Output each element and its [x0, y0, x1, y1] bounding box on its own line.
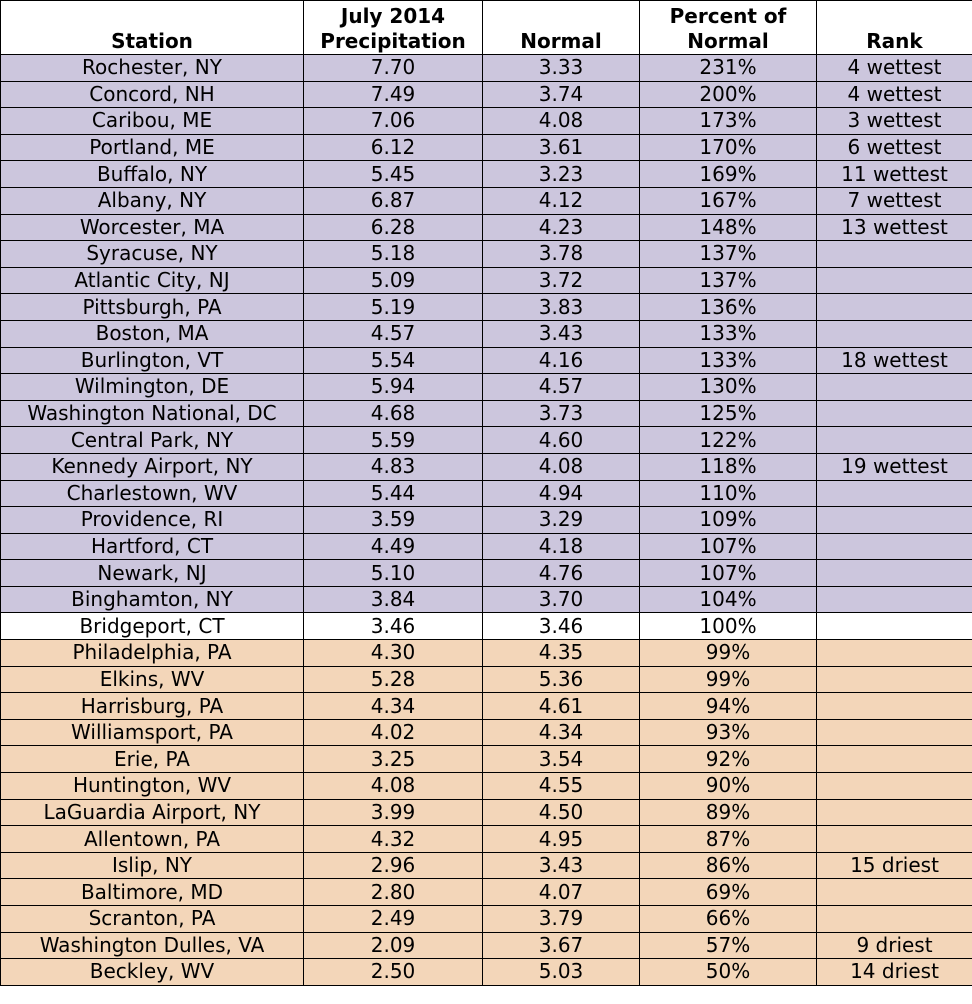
- precipitation-cell: 2.49: [304, 906, 483, 933]
- station-cell: Wilmington, DE: [1, 374, 304, 401]
- percent-of-normal-cell: 99%: [640, 666, 817, 693]
- table-row: [1, 826, 972, 853]
- table-body: [1, 55, 972, 986]
- rank-cell: [817, 294, 972, 321]
- percent-of-normal-cell: 93%: [640, 719, 817, 746]
- percent-of-normal-cell: 50%: [640, 959, 817, 986]
- percent-of-normal-cell: 100%: [640, 613, 817, 640]
- station-cell: Rochester, NY: [1, 55, 304, 82]
- precipitation-cell: 3.99: [304, 799, 483, 826]
- precipitation-cell: 2.96: [304, 852, 483, 879]
- rank-cell: 4 wettest: [817, 55, 972, 82]
- rank-cell: [817, 533, 972, 560]
- precipitation-cell: 3.84: [304, 586, 483, 613]
- normal-cell: 4.18: [483, 533, 640, 560]
- percent-of-normal-cell: 57%: [640, 932, 817, 959]
- precipitation-cell: 6.28: [304, 214, 483, 241]
- rank-cell: 11 wettest: [817, 161, 972, 188]
- rank-cell: 14 driest: [817, 959, 972, 986]
- normal-cell: 4.95: [483, 826, 640, 853]
- normal-cell: 3.61: [483, 134, 640, 161]
- rank-cell: [817, 267, 972, 294]
- rank-cell: 4 wettest: [817, 81, 972, 108]
- rank-cell: [817, 560, 972, 587]
- normal-cell: 4.35: [483, 640, 640, 667]
- table-row: [1, 959, 972, 986]
- percent-of-normal-cell: 136%: [640, 294, 817, 321]
- normal-cell: 4.55: [483, 773, 640, 800]
- precipitation-cell: 3.25: [304, 746, 483, 773]
- table-row: [1, 241, 972, 268]
- percent-of-normal-cell: 89%: [640, 799, 817, 826]
- precipitation-cell: 7.06: [304, 108, 483, 135]
- precipitation-cell: 4.34: [304, 693, 483, 720]
- station-cell: Huntington, WV: [1, 773, 304, 800]
- rank-cell: [817, 640, 972, 667]
- normal-cell: 3.78: [483, 241, 640, 268]
- station-cell: Erie, PA: [1, 746, 304, 773]
- table-row: [1, 719, 972, 746]
- percent-of-normal-cell: 167%: [640, 187, 817, 214]
- table-row: [1, 108, 972, 135]
- rank-cell: [817, 586, 972, 613]
- table-row: [1, 294, 972, 321]
- precipitation-cell: 3.59: [304, 507, 483, 534]
- station-cell: Bridgeport, CT: [1, 613, 304, 640]
- precipitation-cell: 6.12: [304, 134, 483, 161]
- normal-cell: 3.33: [483, 55, 640, 82]
- precipitation-cell: 4.08: [304, 773, 483, 800]
- rank-cell: [817, 693, 972, 720]
- station-cell: Boston, MA: [1, 320, 304, 347]
- normal-cell: 4.16: [483, 347, 640, 374]
- table-row: [1, 374, 972, 401]
- table-row: [1, 134, 972, 161]
- normal-cell: 3.83: [483, 294, 640, 321]
- percent-of-normal-cell: 200%: [640, 81, 817, 108]
- normal-cell: 5.36: [483, 666, 640, 693]
- precipitation-cell: 5.54: [304, 347, 483, 374]
- table-row: [1, 906, 972, 933]
- precipitation-cell: 3.46: [304, 613, 483, 640]
- precipitation-cell: 2.80: [304, 879, 483, 906]
- normal-cell: 3.72: [483, 267, 640, 294]
- normal-cell: 5.03: [483, 959, 640, 986]
- table-row: [1, 55, 972, 82]
- normal-cell: 4.08: [483, 453, 640, 480]
- header-precipitation: July 2014 Precipitation: [304, 1, 483, 55]
- precipitation-cell: 4.02: [304, 719, 483, 746]
- rank-cell: [817, 400, 972, 427]
- station-cell: Concord, NH: [1, 81, 304, 108]
- rank-cell: [817, 241, 972, 268]
- precipitation-cell: 5.59: [304, 427, 483, 454]
- normal-cell: 3.67: [483, 932, 640, 959]
- normal-cell: 4.23: [483, 214, 640, 241]
- percent-of-normal-cell: 130%: [640, 374, 817, 401]
- table-row: [1, 320, 972, 347]
- station-cell: Portland, ME: [1, 134, 304, 161]
- table-row: [1, 640, 972, 667]
- percent-of-normal-cell: 170%: [640, 134, 817, 161]
- header-row: [1, 1, 972, 55]
- normal-cell: 4.50: [483, 799, 640, 826]
- percent-of-normal-cell: 122%: [640, 427, 817, 454]
- precipitation-cell: 5.18: [304, 241, 483, 268]
- percent-of-normal-cell: 125%: [640, 400, 817, 427]
- precipitation-cell: 6.87: [304, 187, 483, 214]
- normal-cell: 4.08: [483, 108, 640, 135]
- normal-cell: 4.07: [483, 879, 640, 906]
- rank-cell: [817, 746, 972, 773]
- table-row: [1, 507, 972, 534]
- percent-of-normal-cell: 87%: [640, 826, 817, 853]
- percent-of-normal-cell: 107%: [640, 560, 817, 587]
- normal-cell: 4.34: [483, 719, 640, 746]
- normal-cell: 3.54: [483, 746, 640, 773]
- table-row: [1, 746, 972, 773]
- percent-of-normal-cell: 66%: [640, 906, 817, 933]
- table-row: [1, 560, 972, 587]
- precipitation-cell: 5.19: [304, 294, 483, 321]
- rank-cell: 6 wettest: [817, 134, 972, 161]
- percent-of-normal-cell: 173%: [640, 108, 817, 135]
- station-cell: Atlantic City, NJ: [1, 267, 304, 294]
- station-cell: Charlestown, WV: [1, 480, 304, 507]
- normal-cell: 4.94: [483, 480, 640, 507]
- table-row: [1, 879, 972, 906]
- table-row: [1, 773, 972, 800]
- rank-cell: [817, 826, 972, 853]
- station-cell: Elkins, WV: [1, 666, 304, 693]
- percent-of-normal-cell: 94%: [640, 693, 817, 720]
- rank-cell: [817, 507, 972, 534]
- station-cell: Providence, RI: [1, 507, 304, 534]
- precipitation-cell: 5.10: [304, 560, 483, 587]
- table-row: [1, 347, 972, 374]
- percent-of-normal-cell: 99%: [640, 640, 817, 667]
- table-row: [1, 613, 972, 640]
- precipitation-cell: 5.94: [304, 374, 483, 401]
- station-cell: Washington National, DC: [1, 400, 304, 427]
- station-cell: Newark, NJ: [1, 560, 304, 587]
- precipitation-cell: 4.30: [304, 640, 483, 667]
- station-cell: Caribou, ME: [1, 108, 304, 135]
- rank-cell: [817, 719, 972, 746]
- normal-cell: 3.23: [483, 161, 640, 188]
- station-cell: Williamsport, PA: [1, 719, 304, 746]
- header-normal: Normal: [483, 1, 640, 55]
- percent-of-normal-cell: 133%: [640, 320, 817, 347]
- percent-of-normal-cell: 107%: [640, 533, 817, 560]
- percent-of-normal-cell: 92%: [640, 746, 817, 773]
- table-row: [1, 400, 972, 427]
- rank-cell: [817, 799, 972, 826]
- rank-cell: [817, 879, 972, 906]
- normal-cell: 4.61: [483, 693, 640, 720]
- normal-cell: 3.70: [483, 586, 640, 613]
- percent-of-normal-cell: 148%: [640, 214, 817, 241]
- station-cell: Baltimore, MD: [1, 879, 304, 906]
- rank-cell: [817, 613, 972, 640]
- precipitation-cell: 7.49: [304, 81, 483, 108]
- percent-of-normal-cell: 104%: [640, 586, 817, 613]
- table-row: [1, 533, 972, 560]
- station-cell: Scranton, PA: [1, 906, 304, 933]
- precipitation-cell: 4.32: [304, 826, 483, 853]
- percent-of-normal-cell: 110%: [640, 480, 817, 507]
- rank-cell: 9 driest: [817, 932, 972, 959]
- rank-cell: [817, 374, 972, 401]
- percent-of-normal-cell: 137%: [640, 241, 817, 268]
- normal-cell: 3.43: [483, 852, 640, 879]
- station-cell: Hartford, CT: [1, 533, 304, 560]
- table-row: [1, 586, 972, 613]
- table-row: [1, 161, 972, 188]
- precipitation-cell: 7.70: [304, 55, 483, 82]
- normal-cell: 3.29: [483, 507, 640, 534]
- station-cell: Washington Dulles, VA: [1, 932, 304, 959]
- precipitation-cell: 4.68: [304, 400, 483, 427]
- rank-cell: 7 wettest: [817, 187, 972, 214]
- station-cell: Beckley, WV: [1, 959, 304, 986]
- table-row: [1, 187, 972, 214]
- normal-cell: 3.73: [483, 400, 640, 427]
- normal-cell: 3.79: [483, 906, 640, 933]
- station-cell: Buffalo, NY: [1, 161, 304, 188]
- station-cell: LaGuardia Airport, NY: [1, 799, 304, 826]
- table-row: [1, 799, 972, 826]
- precipitation-cell: 4.57: [304, 320, 483, 347]
- station-cell: Harrisburg, PA: [1, 693, 304, 720]
- normal-cell: 3.46: [483, 613, 640, 640]
- station-cell: Allentown, PA: [1, 826, 304, 853]
- precipitation-cell: 5.45: [304, 161, 483, 188]
- percent-of-normal-cell: 118%: [640, 453, 817, 480]
- rank-cell: [817, 906, 972, 933]
- rank-cell: 15 driest: [817, 852, 972, 879]
- percent-of-normal-cell: 231%: [640, 55, 817, 82]
- station-cell: Central Park, NY: [1, 427, 304, 454]
- table-row: [1, 267, 972, 294]
- percent-of-normal-cell: 137%: [640, 267, 817, 294]
- rank-cell: 13 wettest: [817, 214, 972, 241]
- percent-of-normal-cell: 69%: [640, 879, 817, 906]
- normal-cell: 4.57: [483, 374, 640, 401]
- normal-cell: 3.43: [483, 320, 640, 347]
- station-cell: Philadelphia, PA: [1, 640, 304, 667]
- precipitation-cell: 4.83: [304, 453, 483, 480]
- rank-cell: 18 wettest: [817, 347, 972, 374]
- percent-of-normal-cell: 90%: [640, 773, 817, 800]
- percent-of-normal-cell: 86%: [640, 852, 817, 879]
- station-cell: Islip, NY: [1, 852, 304, 879]
- precipitation-cell: 4.49: [304, 533, 483, 560]
- station-cell: Worcester, MA: [1, 214, 304, 241]
- percent-of-normal-cell: 109%: [640, 507, 817, 534]
- rank-cell: [817, 427, 972, 454]
- table-row: [1, 427, 972, 454]
- station-cell: Pittsburgh, PA: [1, 294, 304, 321]
- table-row: [1, 852, 972, 879]
- table-row: [1, 693, 972, 720]
- table-row: [1, 480, 972, 507]
- precipitation-cell: 5.44: [304, 480, 483, 507]
- rank-cell: [817, 666, 972, 693]
- rank-cell: 3 wettest: [817, 108, 972, 135]
- header-percent-of-normal: Percent of Normal: [640, 1, 817, 55]
- percent-of-normal-cell: 133%: [640, 347, 817, 374]
- rank-cell: [817, 773, 972, 800]
- station-cell: Binghamton, NY: [1, 586, 304, 613]
- rank-cell: [817, 480, 972, 507]
- header-rank: Rank: [817, 1, 972, 55]
- precipitation-cell: 2.09: [304, 932, 483, 959]
- precipitation-cell: 5.09: [304, 267, 483, 294]
- precipitation-cell: 2.50: [304, 959, 483, 986]
- table-row: [1, 214, 972, 241]
- table-row: [1, 666, 972, 693]
- rank-cell: [817, 320, 972, 347]
- percent-of-normal-cell: 169%: [640, 161, 817, 188]
- table-row: [1, 932, 972, 959]
- station-cell: Burlington, VT: [1, 347, 304, 374]
- precipitation-cell: 5.28: [304, 666, 483, 693]
- normal-cell: 4.12: [483, 187, 640, 214]
- station-cell: Syracuse, NY: [1, 241, 304, 268]
- normal-cell: 3.74: [483, 81, 640, 108]
- rank-cell: 19 wettest: [817, 453, 972, 480]
- station-cell: Albany, NY: [1, 187, 304, 214]
- table-row: [1, 81, 972, 108]
- header-station: Station: [1, 1, 304, 55]
- normal-cell: 4.76: [483, 560, 640, 587]
- table-row: [1, 453, 972, 480]
- normal-cell: 4.60: [483, 427, 640, 454]
- station-cell: Kennedy Airport, NY: [1, 453, 304, 480]
